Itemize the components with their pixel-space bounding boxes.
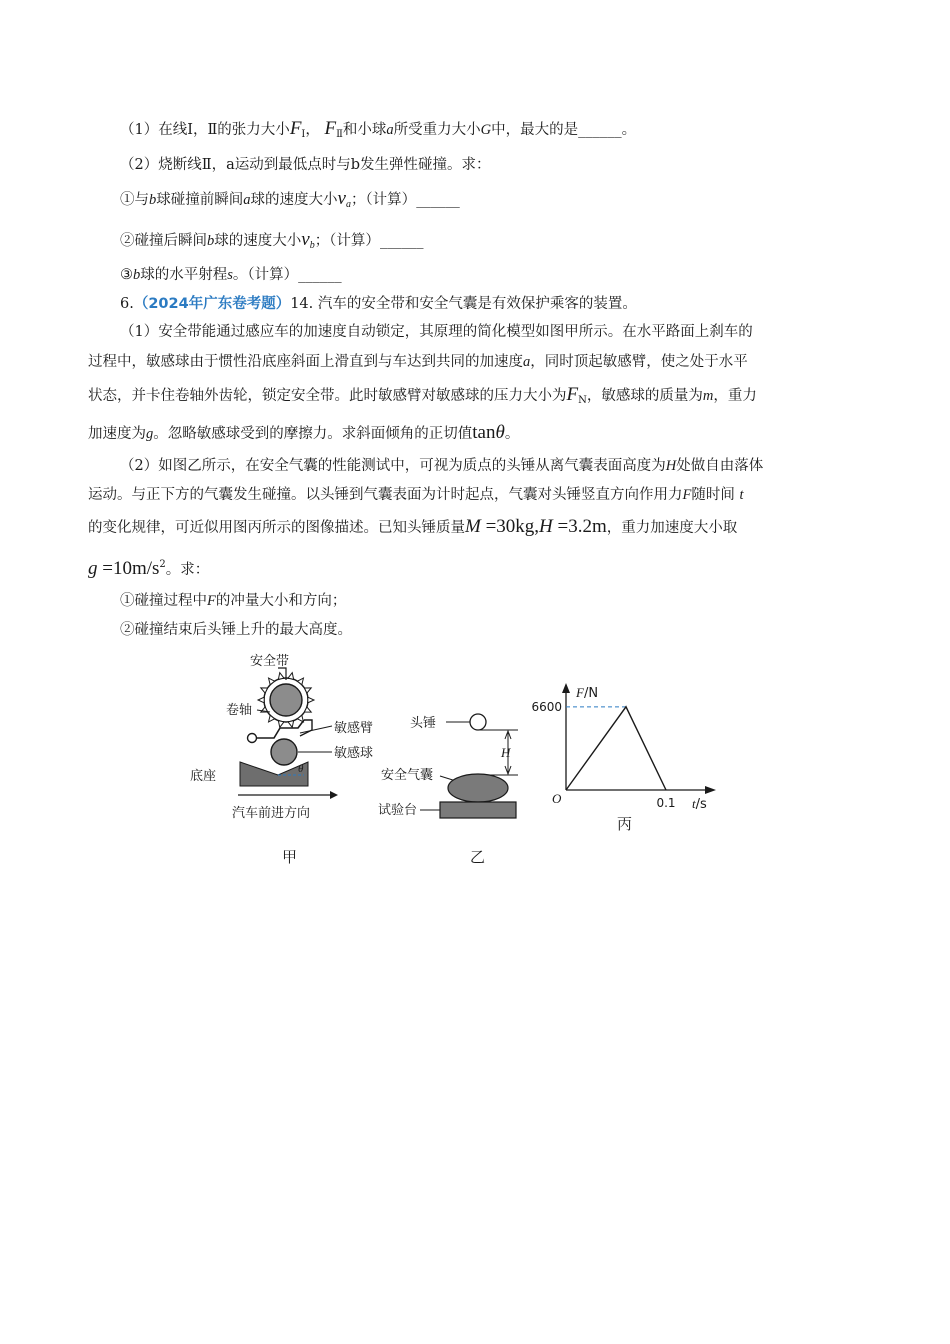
sensor-arm: [252, 720, 304, 738]
question-title: 14. 汽车的安全带和安全气囊是有效保护乘客的装置。: [290, 296, 637, 312]
arm-leader: [300, 726, 332, 733]
gear-tooth: [288, 721, 294, 728]
text: 。忽略敏感球受到的摩擦力。求斜面倾角的正切值: [153, 426, 473, 442]
text: ，敏感球的质量为: [586, 388, 703, 404]
sup: 2: [159, 559, 166, 570]
xlabel-var: t: [692, 796, 696, 811]
gear-tooth: [269, 678, 275, 685]
var-b: b: [149, 192, 157, 208]
var-a: a: [243, 192, 251, 208]
text: 状态，并卡住卷轴外齿轮，锁定安全带。此时敏感臂对敏感球的压力大小为: [88, 388, 567, 404]
gear-tooth: [297, 678, 303, 685]
var-m: m: [702, 388, 714, 404]
sub: a: [345, 199, 351, 210]
answer-blank[interactable]: ______: [416, 192, 460, 208]
text: ；（计算）: [350, 192, 417, 208]
arm-pivot: [248, 734, 257, 743]
var-v: v: [337, 188, 346, 209]
text: ，重力: [713, 388, 757, 404]
text: ②碰撞后瞬间: [120, 233, 207, 249]
caption-yi: 乙: [470, 848, 486, 866]
answer-blank[interactable]: ______: [298, 267, 342, 283]
airbag: [448, 774, 508, 802]
gear-tooth: [288, 673, 294, 680]
x-axis-arrow: [705, 786, 716, 794]
var-t: t: [739, 487, 744, 503]
y-tick-label: 6600: [531, 699, 562, 714]
var-a: a: [523, 354, 531, 370]
ylabel-unit: /N: [583, 686, 599, 701]
gear-tooth: [308, 697, 314, 703]
x-axis-label: [692, 796, 707, 812]
y-axis-label: [575, 685, 598, 701]
q5-part2: （2）烧断线Ⅱ，a运动到最低点时与b发生弹性碰撞。求：: [120, 157, 491, 173]
text: 。（计算）: [232, 267, 299, 283]
figure-yi: [378, 714, 518, 866]
label-belt: 安全带: [250, 654, 290, 669]
y-axis-arrow: [562, 683, 570, 693]
gear-tooth: [278, 721, 284, 728]
question-number: 6.: [120, 296, 134, 312]
var-g: g: [146, 426, 154, 442]
var-F: F: [207, 593, 216, 609]
text: ，同时顶起敏感臂，使之处于水平: [530, 354, 748, 370]
value-g: =10m/s: [97, 558, 160, 579]
text: 和小球: [342, 122, 387, 138]
text: 中，最大的是: [491, 122, 579, 138]
var-F: F: [566, 384, 579, 405]
var-s: s: [227, 267, 233, 283]
text: ；（计算）: [314, 233, 380, 249]
var-F: F: [682, 487, 692, 503]
text: 运动。与正下方的气囊发生碰撞。以头锤到气囊表面为计时起点，气囊对头锤竖直方向作用力: [88, 487, 683, 503]
x-tick-label: 0.1: [656, 796, 676, 810]
text: 球的速度大小: [250, 192, 338, 208]
text: 的变化规律，可近似用图丙所示的图像描述。已知头锤质量: [88, 520, 465, 536]
text: （1）在线Ⅰ，Ⅱ的张力大小: [120, 122, 290, 138]
var-H: H: [539, 516, 553, 537]
label-hammer: 头锤: [410, 716, 437, 731]
hammer-ball: [470, 714, 486, 730]
text: （2）如图乙所示，在安全气囊的性能测试中，可视为质点的头锤从离气囊表面高度为: [120, 458, 666, 474]
gear-tooth: [304, 707, 311, 712]
label-direction: 汽车前进方向: [232, 806, 311, 821]
gear-tooth: [304, 688, 311, 693]
caption-jia: 甲: [282, 848, 298, 866]
var-M: M: [465, 516, 481, 537]
gear-tooth: [269, 715, 275, 722]
label-arm: 敏感臂: [334, 721, 374, 736]
arrowhead: [330, 791, 338, 799]
text: ，: [305, 122, 320, 138]
var-G: G: [480, 122, 492, 138]
sub: b: [309, 240, 315, 251]
text: 的冲量大小和方向；: [215, 593, 347, 609]
var-v: v: [301, 229, 310, 250]
text: 处做自由落体: [676, 458, 764, 474]
var-theta: θ: [495, 422, 505, 443]
origin-label: O: [552, 791, 562, 806]
text: 球的水平射程: [140, 267, 228, 283]
value-H: =3.2m: [552, 516, 607, 537]
caption-bing: 丙: [617, 815, 633, 833]
text: 所受重力大小: [393, 122, 481, 138]
answer-blank[interactable]: ______: [578, 122, 622, 138]
figure-jia: [190, 653, 373, 866]
sub: Ⅰ: [301, 129, 306, 140]
var-a: a: [386, 122, 394, 138]
var-b: b: [133, 267, 141, 283]
label-table: 试验台: [378, 803, 418, 818]
xlabel-unit: /s: [695, 797, 707, 812]
text: 球碰撞前瞬间: [156, 192, 244, 208]
label-base: 底座: [190, 769, 217, 784]
sensor-ball: [271, 739, 297, 765]
var-b: b: [207, 233, 215, 249]
figure-bing-chart: [531, 683, 716, 833]
sub: N: [578, 395, 587, 406]
text: 。: [621, 122, 637, 138]
label-airbag: 安全气囊: [381, 768, 434, 783]
sub: Ⅱ: [336, 129, 343, 140]
text: 。: [504, 426, 520, 442]
text: 加速度为: [88, 426, 146, 442]
tan: tan: [472, 422, 496, 443]
label-ball: 敏感球: [334, 746, 374, 761]
var-F1: F: [289, 118, 302, 139]
label-theta: θ: [298, 763, 304, 775]
test-table: [440, 802, 516, 818]
var-H: H: [665, 458, 677, 474]
label-H: H: [501, 745, 511, 760]
reel-gear: [258, 673, 314, 728]
ylabel-var: F: [576, 685, 584, 700]
text: ①与: [120, 192, 149, 208]
answer-blank[interactable]: ______: [379, 233, 424, 249]
var-g: g: [88, 558, 98, 579]
text: 球的速度大小: [214, 233, 302, 249]
gear-tooth: [261, 688, 268, 693]
q6-sub2: ②碰撞结束后头锤上升的最大高度。: [120, 622, 352, 638]
question-source: （2024年广东卷考题）: [133, 296, 291, 312]
text: 。求：: [165, 562, 210, 578]
value-M: =30kg,: [480, 516, 540, 537]
text: 随时间: [691, 487, 735, 503]
series-line: [566, 707, 666, 790]
text: ③: [120, 267, 133, 283]
text: ，重力加速度大小取: [606, 520, 738, 536]
gear-tooth: [278, 673, 284, 680]
text: 过程中，敏感球由于惯性沿底座斜面上滑直到与车达到共同的加速度: [88, 354, 523, 370]
label-reel: 卷轴: [226, 703, 253, 718]
text: ①碰撞过程中: [120, 593, 207, 609]
gear-tooth: [258, 697, 264, 703]
var-F2: F: [324, 118, 337, 139]
q6-p1-line1: （1）安全带能通过感应车的加速度自动锁定，其原理的简化模型如图甲所示。在水平路面上刹车的: [120, 324, 753, 340]
